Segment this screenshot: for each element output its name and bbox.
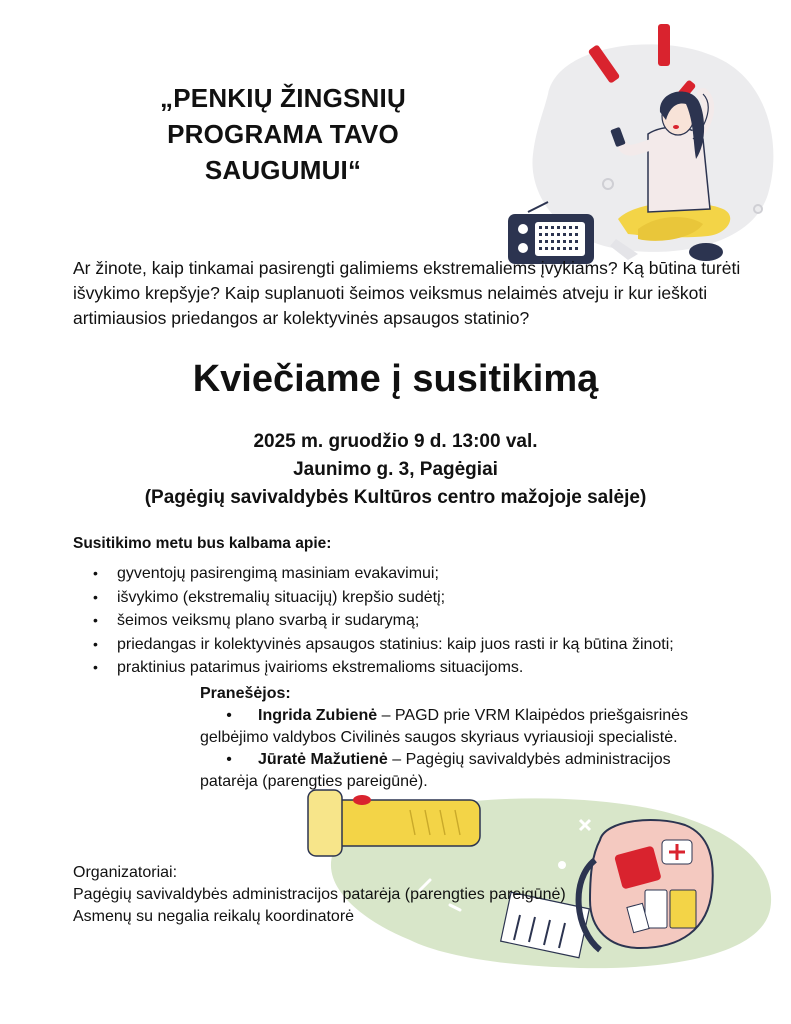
speaker-2-line-2: patarėja (parengties pareigūnė).	[200, 773, 428, 790]
speaker-2-line-1	[200, 749, 720, 771]
speaker-2-role: – Pagėgių savivaldybės administracijos	[387, 751, 671, 768]
speaker-1-name: Ingrida Zubienė	[258, 707, 378, 724]
list-item: • priedangas ir kolektyvinės apsaugos statinius: kaip juos rasti ir ką būtina žinoti;	[73, 633, 674, 657]
organizers-label: Organizatoriai:	[73, 864, 178, 881]
organizer-2: Asmenų su negalia reikalų koordinatorė	[73, 908, 355, 925]
speaker-1-line-2: gelbėjimo valdybos Civilinės saugos skyriaus vyriausioji specialistė.	[200, 729, 678, 746]
list-item: • praktinius patarimus įvairioms ekstremalioms situacijoms.	[73, 656, 674, 680]
woman-with-phone-and-radio-illustration	[488, 24, 788, 274]
title-line-3: SAUGUMUI“	[204, 155, 362, 185]
speakers-label: Pranešėjos:	[200, 685, 291, 702]
bullet-icon: •	[226, 751, 232, 768]
title-line-2: PROGRAMA TAVO	[167, 119, 399, 149]
event-venue: (Pagėgių savivaldybės Kultūros centro mažojoje salėje)	[144, 487, 647, 508]
event-details	[0, 428, 791, 512]
list-item: • išvykimo (ekstremalių situacijų) krepšio sudėtį;	[73, 586, 674, 610]
list-item: • gyventojų pasirengimą masiniam evakavimui;	[73, 562, 674, 586]
bullet-icon: •	[226, 707, 232, 724]
organizer-1: Pagėgių savivaldybės administracijos patarėja (parengties pareigūnė)	[73, 886, 566, 903]
topics-list	[73, 562, 674, 680]
topics-heading: Susitikimo metu bus kalbama apie:	[73, 535, 332, 552]
speaker-2-name: Jūratė Mažutienė	[258, 751, 388, 768]
title-line-1: „PENKIŲ ŽINGSNIŲ	[160, 83, 406, 113]
organizers-section	[73, 862, 566, 928]
list-item: • šeimos veiksmų plano svarbą ir sudarymą;	[73, 609, 674, 633]
speaker-1-role: – PAGD prie VRM Klaipėdos priešgaisrinės	[377, 707, 689, 724]
speaker-1-line-1	[200, 705, 720, 727]
event-datetime: 2025 m. gruodžio 9 d. 13:00 val.	[253, 431, 538, 452]
event-address: Jaunimo g. 3, Pagėgiai	[293, 459, 498, 480]
intro-paragraph: Ar žinote, kaip tinkamai pasirengti galimiems ekstremaliems įvykiams? Ką būtina turėti išvykimo krepšyje? Kaip suplanuoti šeimos veiksmus nelaimės atveju ir kur ieškoti artimiausios priedangos ar kolektyvinės apsaugos statinio?	[73, 258, 741, 328]
speakers-section	[200, 683, 720, 793]
invitation-heading: Kviečiame į susitikimą	[192, 358, 599, 400]
flyer-title	[138, 80, 428, 188]
